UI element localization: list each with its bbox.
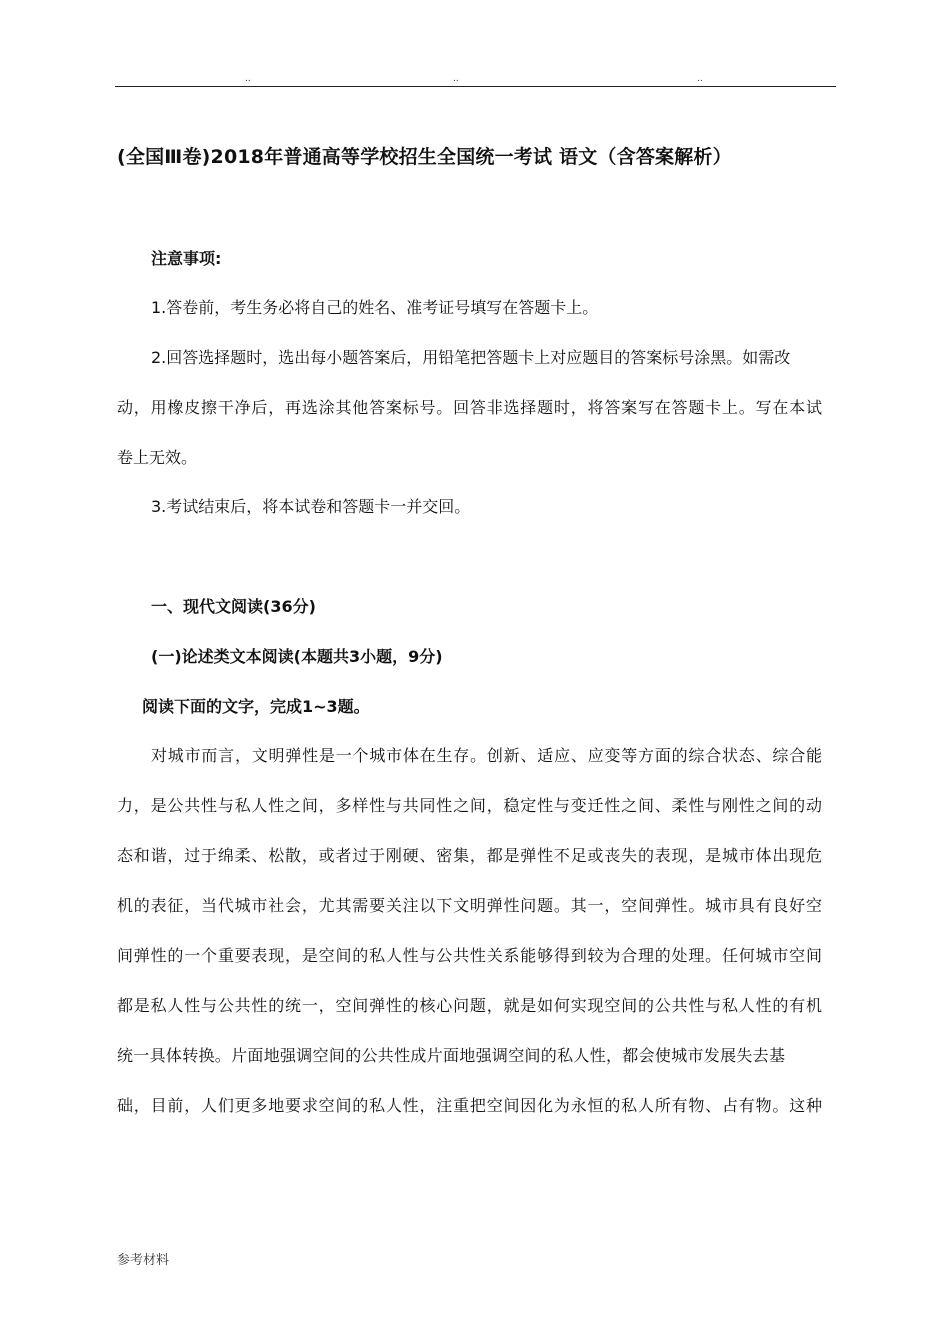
header-mark-left: .. — [245, 74, 251, 84]
header-mark-center: .. — [453, 74, 459, 84]
section-instruction: 阅读下面的文字，完成1~3题。 — [142, 697, 370, 716]
section-heading: 一、现代文阅读(36分) — [151, 597, 316, 616]
passage-line-6: 都是私人性与公共性的统一，空间弹性的核心问题，就是如何实现空间的公共性与私人性的有机 — [117, 996, 822, 1015]
header-mark-right: .. — [697, 74, 703, 84]
notice-item-2-line-1: 2.回答选择题时，选出每小题答案后，用铅笔把答题卡上对应题目的答案标号涂黑。如需改 — [151, 348, 791, 367]
document-title: (全国Ⅲ卷)2018年普通高等学校招生全国统一考试 语文（含答案解析） — [117, 146, 732, 168]
passage-line-1: 对城市而言，文明弹性是一个城市体在生存。创新、适应、应变等方面的综合状态、综合能 — [151, 746, 822, 765]
passage-line-2: 力，是公共性与私人性之间，多样性与共同性之间，稳定性与变迁性之间、柔性与刚性之间的动 — [117, 796, 822, 815]
passage-line-5: 间弹性的一个重要表现，是空间的私人性与公共性关系能够得到较为合理的处理。任何城市空间 — [117, 946, 822, 965]
passage-line-3: 态和谐，过于绵柔、松散，或者过于刚硬、密集，都是弹性不足或丧失的表现，是城市体出现危 — [117, 846, 822, 865]
section-subheading: (一)论述类文本阅读(本题共3小题，9分) — [151, 647, 443, 666]
notice-item-3: 3.考试结束后，将本试卷和答题卡一并交回。 — [151, 497, 471, 516]
header-rule — [115, 86, 836, 87]
notice-item-2-line-3: 卷上无效。 — [117, 448, 198, 467]
notice-item-1: 1.答卷前，考生务必将自己的姓名、准考证号填写在答题卡上。 — [151, 298, 599, 317]
notice-heading: 注意事项: — [151, 249, 222, 268]
notice-item-2-line-2: 动，用橡皮擦干净后，再选涂其他答案标号。回答非选择题时，将答案写在答题卡上。写在本试 — [117, 398, 822, 417]
passage-line-4: 机的表征，当代城市社会，尤其需要关注以下文明弹性问题。其一，空间弹性。城市具有良好空 — [117, 896, 822, 915]
passage-line-7: 统一具体转换。片面地强调空间的公共性成片面地强调空间的私人性，都会使城市发展失去基 — [117, 1046, 785, 1065]
passage-line-8: 础，目前，人们更多地要求空间的私人性，注重把空间因化为永恒的私人所有物、占有物。这种 — [117, 1096, 822, 1115]
footer-label: 参考材料 — [117, 1253, 170, 1268]
